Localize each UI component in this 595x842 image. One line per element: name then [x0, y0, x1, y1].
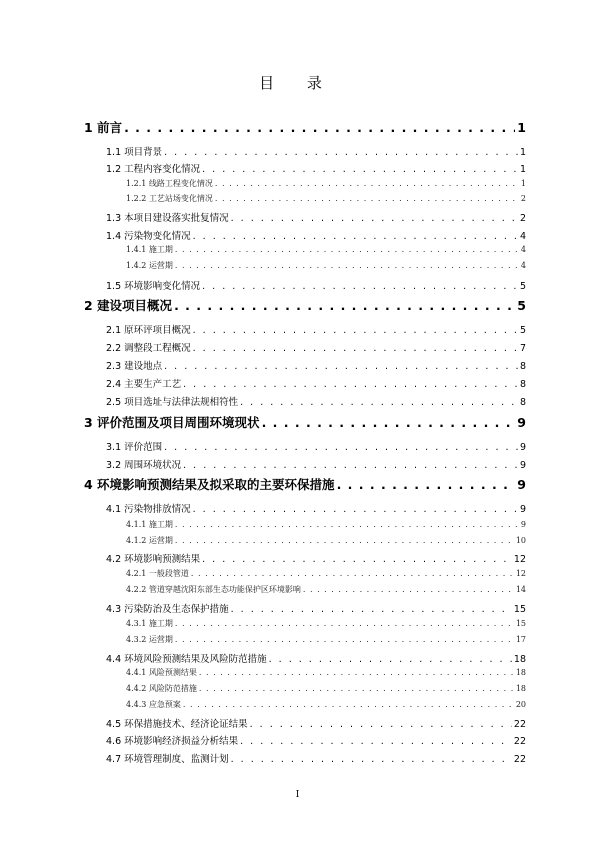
- dot-leader: [175, 245, 519, 254]
- dot-leader: [183, 700, 514, 709]
- toc-entry-page: 9: [519, 442, 526, 453]
- toc-entry[interactable]: [84, 358, 526, 372]
- toc-entry[interactable]: [84, 683, 526, 694]
- dot-leader: [183, 460, 518, 471]
- toc-entry-title: 4.1.1 施工期: [126, 520, 173, 529]
- dot-leader: [193, 343, 518, 354]
- toc-entry-title: 1.1 项目背景: [106, 147, 163, 158]
- toc-entry-title: 2.4 主要生产工艺: [106, 379, 182, 390]
- toc-entry-title: 4.3.2 运营期: [126, 635, 173, 644]
- dot-leader: [175, 619, 514, 628]
- toc-entry[interactable]: [84, 260, 526, 271]
- toc-entry-title: 3.1 评价范围: [106, 442, 163, 453]
- toc-entry[interactable]: [84, 340, 526, 354]
- toc-entry-title: 3.2 周围环境状况: [106, 460, 182, 471]
- dot-leader: [240, 736, 512, 747]
- toc-entry-title: 1 前言: [84, 120, 123, 135]
- toc-entry[interactable]: [84, 568, 526, 579]
- toc-entry-page: 8: [519, 361, 526, 372]
- toc-entry-title: 4.1 污染物排放情况: [106, 504, 191, 515]
- toc-entry-page: 18: [513, 654, 526, 665]
- toc-entry-title: 4.1.2 运营期: [126, 536, 173, 545]
- toc-entry-title: 1.4.2 运营期: [126, 261, 173, 270]
- toc-entry-title: 4.7 环境管理制度、监测计划: [106, 754, 229, 765]
- toc-entry-title: 4.3.1 施工期: [126, 619, 173, 628]
- dot-leader: [183, 379, 518, 390]
- toc-entry-title: 4.2.2 管道穿越沈阳东部生态功能保护区环境影响: [126, 585, 301, 594]
- toc-entry[interactable]: [84, 699, 526, 710]
- dot-leader: [164, 147, 518, 158]
- dot-leader: [337, 477, 516, 492]
- dot-leader: [164, 442, 518, 453]
- dot-leader: [240, 397, 518, 408]
- toc-entry-page: 1: [519, 164, 526, 175]
- dot-leader: [231, 754, 512, 765]
- toc-entry-title: 1.3 本项目建设落实批复情况: [106, 213, 229, 224]
- toc-entry[interactable]: [84, 210, 526, 224]
- toc-entry-page: 7: [519, 343, 526, 354]
- toc-entry-title: 4.5 环保措施技术、经济论证结果: [106, 719, 248, 730]
- toc-entry-title: 4.2 环境影响预测结果: [106, 554, 201, 565]
- toc-entry[interactable]: [84, 584, 526, 595]
- dot-leader: [215, 179, 519, 188]
- toc-entry-title: 1.4 污染物变化情况: [106, 231, 191, 242]
- dot-leader: [193, 231, 518, 242]
- toc-entry-page: 9: [517, 415, 526, 430]
- toc-entry[interactable]: [84, 394, 526, 408]
- dot-leader: [193, 325, 518, 336]
- toc-entry-page: 8: [519, 397, 526, 408]
- toc-entry-page: 9: [519, 504, 526, 515]
- dot-leader: [250, 719, 512, 730]
- toc-entry-title: 2.3 建设地点: [106, 361, 163, 372]
- toc-entry[interactable]: [84, 228, 526, 242]
- toc-entry[interactable]: [84, 519, 526, 530]
- dot-leader: [175, 536, 514, 545]
- toc-entry-title: 4.6 环境影响经济损益分析结果: [106, 736, 239, 747]
- toc-entry[interactable]: [84, 551, 526, 565]
- toc-entry[interactable]: [84, 651, 526, 665]
- toc-entry-title: 4.4.1 风险预测结果: [126, 668, 197, 677]
- toc-entry-title: 2.5 项目选址与法律法规相符性: [106, 397, 239, 408]
- toc-entry-page: 4: [520, 245, 526, 254]
- toc-entry-page: 2: [519, 213, 526, 224]
- toc-entry-title: 1.2 工程内容变化情况: [106, 164, 201, 175]
- toc-entry-title: 2.1 原环评项目概况: [106, 325, 191, 336]
- toc-entry-page: 17: [515, 635, 526, 644]
- toc-entry-page: 12: [513, 554, 526, 565]
- toc-entry[interactable]: [84, 634, 526, 645]
- toc-entry-title: 1.2.1 线路工程变化情况: [126, 179, 213, 188]
- dot-leader: [202, 554, 512, 565]
- toc-entry[interactable]: [84, 439, 526, 453]
- toc-entry-title: 1.5 环境影响变化情况: [106, 281, 201, 292]
- toc-entry[interactable]: [84, 144, 526, 158]
- toc-entry-page: 10: [515, 536, 526, 545]
- toc-entry[interactable]: [84, 751, 526, 765]
- toc-entry-title: 4 环境影响预测结果及拟采取的主要环保措施: [84, 477, 335, 492]
- toc-entry-page: 1: [517, 120, 526, 135]
- dot-leader: [303, 585, 514, 594]
- toc-entry-title: 2 建设项目概况: [84, 298, 173, 313]
- toc-entry-page: 14: [515, 585, 526, 594]
- toc-entry-page: 22: [513, 736, 526, 747]
- toc-entry-page: 5: [519, 281, 526, 292]
- toc-entry-page: 1: [519, 147, 526, 158]
- dot-leader: [191, 569, 514, 578]
- dot-leader: [199, 668, 514, 677]
- dot-leader: [231, 604, 512, 615]
- toc-entry[interactable]: [84, 457, 526, 471]
- toc-entry-page: 1: [520, 179, 526, 188]
- dot-leader: [215, 194, 519, 203]
- toc-entry-page: 15: [513, 604, 526, 615]
- toc-entry[interactable]: [84, 601, 526, 615]
- toc-entry-page: 5: [519, 325, 526, 336]
- toc-entry-title: 4.4.3 应急预案: [126, 700, 181, 709]
- toc-entry[interactable]: [84, 716, 526, 730]
- dot-leader: [231, 213, 518, 224]
- toc-entry[interactable]: [84, 618, 526, 629]
- toc-entry-page: 12: [515, 569, 526, 578]
- toc-entry[interactable]: [84, 118, 526, 136]
- toc-entry[interactable]: [84, 535, 526, 546]
- toc-entry[interactable]: [84, 501, 526, 515]
- dot-leader: [175, 261, 519, 270]
- toc-entry-page: 2: [520, 194, 526, 203]
- page-number: I: [295, 790, 300, 800]
- toc-entry[interactable]: [84, 178, 526, 189]
- toc-entry[interactable]: [84, 193, 526, 204]
- toc-entry[interactable]: [84, 161, 526, 175]
- toc-entry-title: 4.2.1 一般段管道: [126, 569, 189, 578]
- page-title: 目 录: [259, 74, 336, 92]
- dot-leader: [262, 415, 516, 430]
- toc-entry-title: 4.3 污染防治及生态保护措施: [106, 604, 229, 615]
- dot-leader: [202, 281, 518, 292]
- toc-entry-page: 15: [515, 619, 526, 628]
- toc-entry-page: 4: [519, 231, 526, 242]
- dot-leader: [193, 504, 518, 515]
- toc-entry-title: 4.4.2 风险防范措施: [126, 684, 197, 693]
- dot-leader: [164, 361, 518, 372]
- toc-entry-title: 1.4.1 施工期: [126, 245, 173, 254]
- dot-leader: [124, 120, 515, 135]
- toc-entry-title: 3 评价范围及项目周围环境现状: [84, 415, 260, 430]
- toc-entry[interactable]: [84, 244, 526, 255]
- toc-entry-page: 4: [520, 261, 526, 270]
- toc-entry-title: 2.2 调整段工程概况: [106, 343, 191, 354]
- toc-entry-page: 9: [519, 460, 526, 471]
- toc-entry[interactable]: [84, 733, 526, 747]
- toc-entry[interactable]: [84, 376, 526, 390]
- toc-entry[interactable]: [84, 475, 526, 493]
- toc-entry-page: 22: [513, 754, 526, 765]
- toc-entry[interactable]: [84, 322, 526, 336]
- toc-entry[interactable]: [84, 278, 526, 292]
- dot-leader: [174, 298, 515, 313]
- toc-entry[interactable]: [84, 413, 526, 431]
- dot-leader: [269, 654, 512, 665]
- toc-entry-page: 9: [517, 477, 526, 492]
- dot-leader: [202, 164, 518, 175]
- dot-leader: [199, 684, 514, 693]
- toc-entry-page: 9: [520, 520, 526, 529]
- toc-entry[interactable]: [84, 667, 526, 678]
- dot-leader: [175, 520, 519, 529]
- toc-entry-title: 1.2.2 工艺站场变化情况: [126, 194, 213, 203]
- toc-entry-page: 18: [515, 684, 526, 693]
- toc-entry-page: 18: [515, 668, 526, 677]
- toc-entry-page: 20: [515, 700, 526, 709]
- toc-entry-page: 22: [513, 719, 526, 730]
- toc-entry-page: 5: [517, 298, 526, 313]
- toc-entry-page: 8: [519, 379, 526, 390]
- toc-entry-title: 4.4 环境风险预测结果及风险防范措施: [106, 654, 267, 665]
- toc-entry[interactable]: [84, 296, 526, 314]
- dot-leader: [175, 635, 514, 644]
